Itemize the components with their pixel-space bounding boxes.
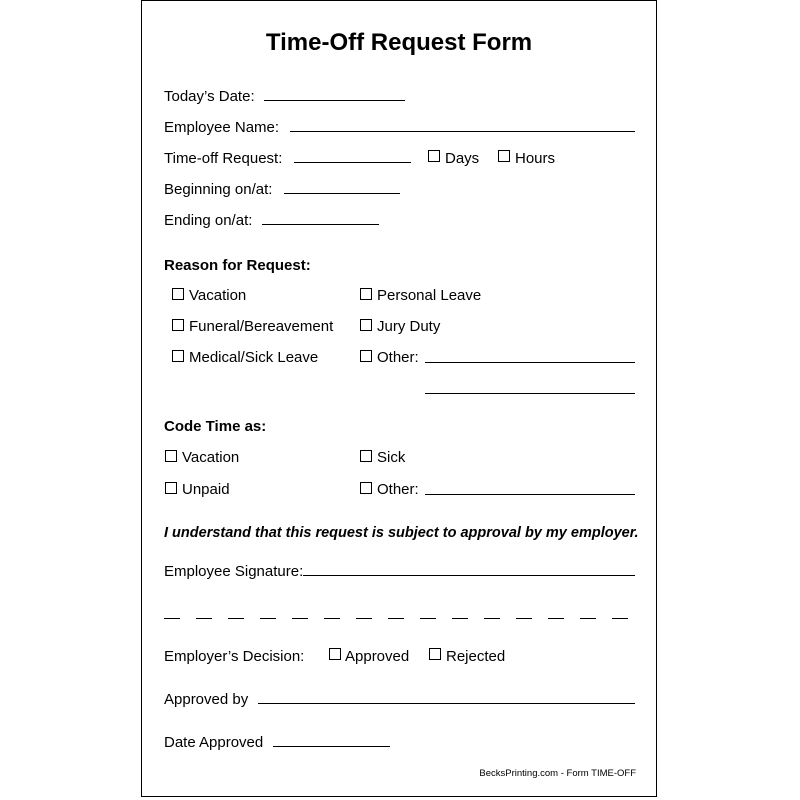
code-unpaid-checkbox[interactable]: [165, 482, 177, 494]
reason-jury-duty-label: Jury Duty: [377, 318, 441, 335]
time-off-request-label: Time-off Request:: [164, 150, 283, 167]
code-time-heading: Code Time as:: [164, 418, 267, 435]
reason-personal-leave-checkbox[interactable]: [360, 288, 372, 300]
form-title: Time-Off Request Form: [265, 29, 533, 56]
hours-checkbox[interactable]: [498, 150, 510, 162]
code-unpaid-label: Unpaid: [182, 481, 230, 498]
reason-personal-leave-label: Personal Leave: [377, 287, 482, 304]
date-approved-field[interactable]: [273, 746, 390, 747]
reason-medical-label: Medical/Sick Leave: [189, 349, 319, 366]
reason-heading: Reason for Request:: [164, 257, 311, 274]
reason-jury-duty-checkbox[interactable]: [360, 319, 372, 331]
reason-funeral-checkbox[interactable]: [172, 319, 184, 331]
form-footer: BecksPrinting.com - Form TIME-OFF: [479, 768, 636, 779]
code-vacation-label: Vacation: [182, 449, 240, 466]
employee-name-field[interactable]: [290, 131, 635, 132]
code-sick-label: Sick: [377, 449, 406, 466]
signature-label: Employee Signature:: [164, 563, 304, 580]
ending-field[interactable]: [262, 224, 379, 225]
reason-other-field[interactable]: [425, 362, 635, 363]
signature-field[interactable]: [303, 575, 635, 576]
beginning-label: Beginning on/at:: [164, 181, 273, 198]
employee-name-label: Employee Name:: [164, 119, 280, 136]
decision-label: Employer’s Decision:: [164, 648, 305, 665]
reason-other-field-2[interactable]: [425, 393, 635, 394]
rejected-label: Rejected: [446, 648, 506, 665]
todays-date-label: Today’s Date:: [164, 88, 255, 105]
beginning-field[interactable]: [284, 193, 400, 194]
approved-by-label: Approved by: [164, 691, 249, 708]
reason-other-label: Other:: [377, 349, 419, 366]
code-other-checkbox[interactable]: [360, 482, 372, 494]
reason-vacation-checkbox[interactable]: [172, 288, 184, 300]
approved-checkbox[interactable]: [329, 648, 341, 660]
code-other-label: Other:: [377, 481, 419, 498]
approval-statement: I understand that this request is subject to approval by my employer.: [164, 525, 639, 541]
reason-medical-checkbox[interactable]: [172, 350, 184, 362]
approved-by-field[interactable]: [258, 703, 635, 704]
rejected-checkbox[interactable]: [429, 648, 441, 660]
reason-funeral-label: Funeral/Bereavement: [189, 318, 334, 335]
reason-vacation-label: Vacation: [189, 287, 247, 304]
hours-label: Hours: [515, 150, 556, 167]
code-other-field[interactable]: [425, 494, 635, 495]
time-off-form: [141, 0, 657, 797]
todays-date-field[interactable]: [264, 100, 405, 101]
code-vacation-checkbox[interactable]: [165, 450, 177, 462]
approved-label: Approved: [345, 648, 410, 665]
date-approved-label: Date Approved: [164, 734, 264, 751]
time-off-amount-field[interactable]: [294, 162, 411, 163]
code-sick-checkbox[interactable]: [360, 450, 372, 462]
days-checkbox[interactable]: [428, 150, 440, 162]
days-label: Days: [445, 150, 480, 167]
ending-label: Ending on/at:: [164, 212, 253, 229]
reason-other-checkbox[interactable]: [360, 350, 372, 362]
